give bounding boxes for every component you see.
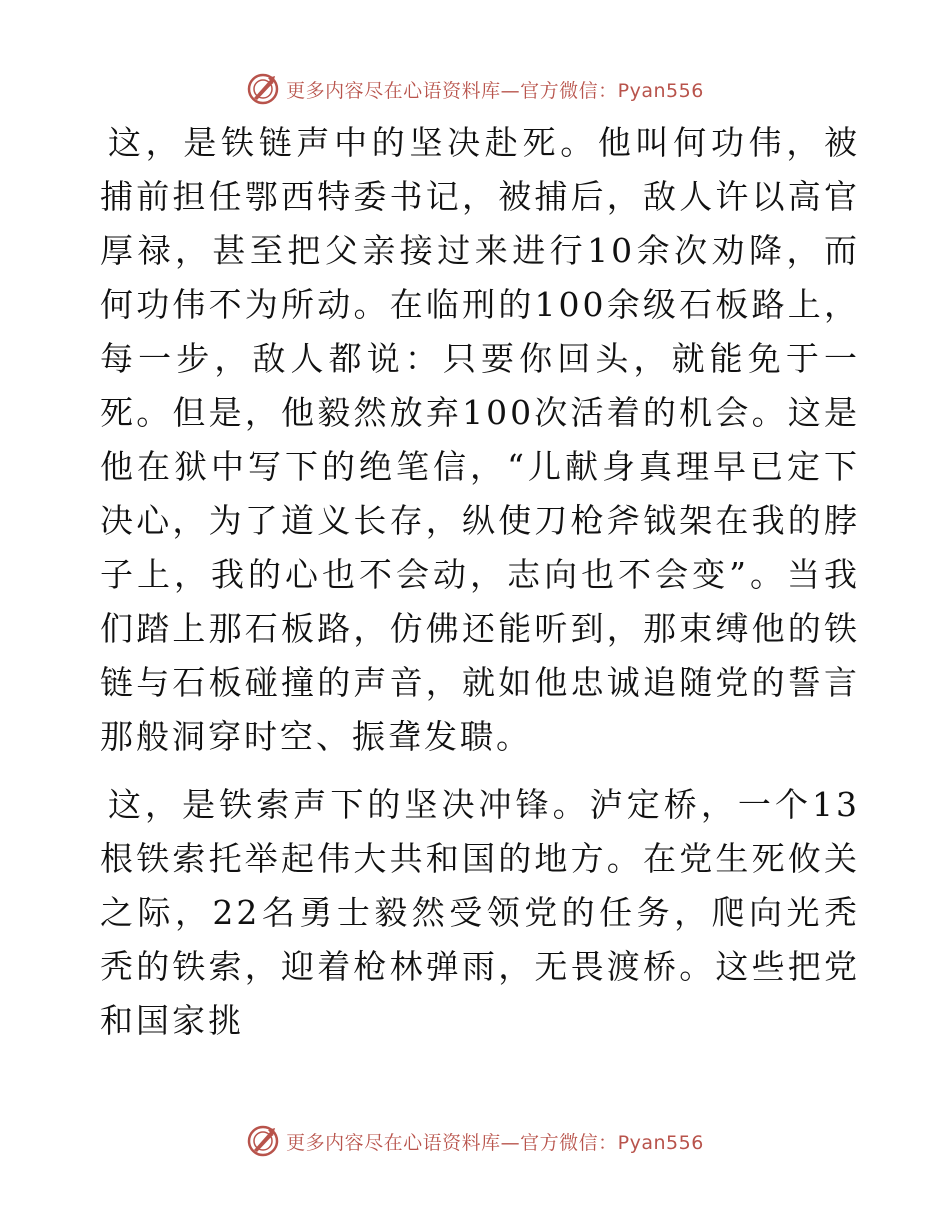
paragraph: 这，是铁索声下的坚决冲锋。泸定桥，一个13根铁索托举起伟大共和国的地方。在党生死攸关之际，22名勇士毅然受领党的任务，爬向光秃秃的铁索，迎着枪林弹雨，无畏渡桥。这些把党和国家挑: [100, 785, 860, 1040]
watermark-text: 更多内容尽在心语资料库—官方微信：Pyan556: [286, 1131, 704, 1154]
paragraph: 这，是铁链声中的坚决赴死。他叫何功伟，被捕前担任鄂西特委书记，被捕后，敌人许以高官厚禄，甚至把父亲接过来进行10余次劝降，而何功伟不为所动。在临刑的100余级石板路上，每一步，敌人都说：只要你回头，就能免于一死。但是，他毅然放弃100次活着的机会。这是他在狱中写下的绝笔信，“儿献身真理早已定下决心，为了道义长存，纵使刀枪斧钺架在我的脖子上，我的心也不会动，志向也不会变”。当我们踏上那石板路，仿佛还能听到，那束缚他的铁链与石板碰撞的声音，就如他忠诚追随党的誓言那般洞穿时空、振聋发聩。: [100, 123, 860, 756]
watermark-text: 更多内容尽在心语资料库—官方微信：Pyan556: [286, 79, 704, 102]
document-body: [100, 116, 860, 1062]
quill-pen-logo-icon: [246, 1124, 280, 1158]
quill-pen-logo-icon: [246, 72, 280, 106]
header-watermark: [0, 72, 950, 106]
footer-watermark: [0, 1124, 950, 1158]
